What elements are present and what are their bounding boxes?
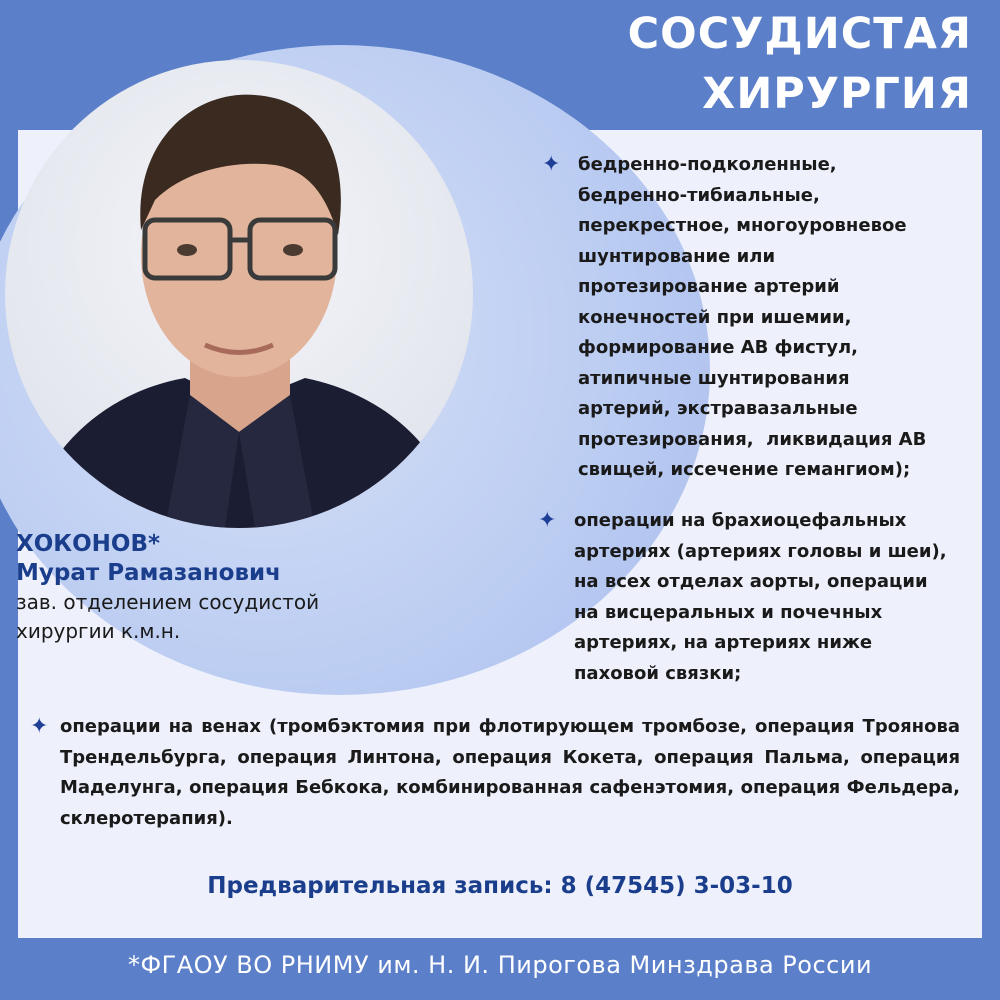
service-line: конечностей при ишемии,	[578, 306, 852, 328]
service-line: атипичные шунтирования	[578, 367, 850, 389]
service-text: операции на венах (тромбэктомия при флотирующем тромбозе, операция Троянова Трендельбурга, операция Линтона, операция Кокета, операция Пальма, операция Маделунга, операция Бебкока, комбинированная сафенэтомия, операция Фельдера, склеротерапия).	[60, 716, 960, 829]
service-line: шунтирование или	[578, 245, 776, 267]
sparkle-icon: ✦	[538, 508, 557, 533]
service-line: артериях, на артериях ниже	[574, 632, 873, 653]
title-line-2: ХИРУРГИЯ	[702, 69, 972, 119]
portrait-illustration	[5, 60, 473, 528]
sparkle-icon: ✦	[30, 714, 49, 739]
footer-affiliation: *ФГАОУ ВО РНИМУ им. Н. И. Пирогова Минздрава России	[127, 951, 873, 979]
page-title	[628, 4, 972, 124]
booking-phone: Предварительная запись: 8 (47545) 3-03-10	[207, 873, 793, 899]
service-line: паховой связки;	[574, 662, 742, 684]
doctor-position-line-2: хирургии к.м.н.	[16, 619, 181, 643]
sparkle-icon: ✦	[542, 152, 561, 177]
service-line: артерий, экстравазальные	[578, 398, 858, 419]
title-line-1: СОСУДИСТАЯ	[627, 9, 972, 59]
service-list-item	[30, 712, 960, 834]
service-line: протезирования, ликвидация АВ	[578, 428, 927, 450]
doctor-given-name: Мурат Рамазанович	[16, 560, 281, 586]
service-line: протезирование артерий	[578, 276, 840, 297]
service-line: формирование АВ фистул,	[578, 337, 858, 358]
service-line: операции на брахиоцефальных	[574, 510, 907, 531]
doctor-position-line-1: зав. отделением сосудистой	[16, 590, 320, 614]
doctor-surname: ХОКОНОВ*	[16, 531, 160, 557]
service-line: на всех отделах аорты, операции	[574, 571, 928, 592]
service-line: бедренно-подколенные,	[578, 154, 837, 175]
service-line: на висцеральных и почечных	[574, 601, 883, 623]
service-line: свищей, иссечение гемангиом);	[578, 459, 911, 480]
service-line: артериях (артериях головы и шеи),	[574, 540, 947, 562]
service-line: бедренно-тибиальные,	[578, 184, 820, 206]
doctor-info	[16, 530, 319, 646]
doctor-photo	[5, 60, 473, 528]
service-list-item	[538, 506, 974, 689]
service-line: перекрестное, многоуровневое	[578, 215, 907, 236]
service-list-item	[542, 150, 968, 486]
